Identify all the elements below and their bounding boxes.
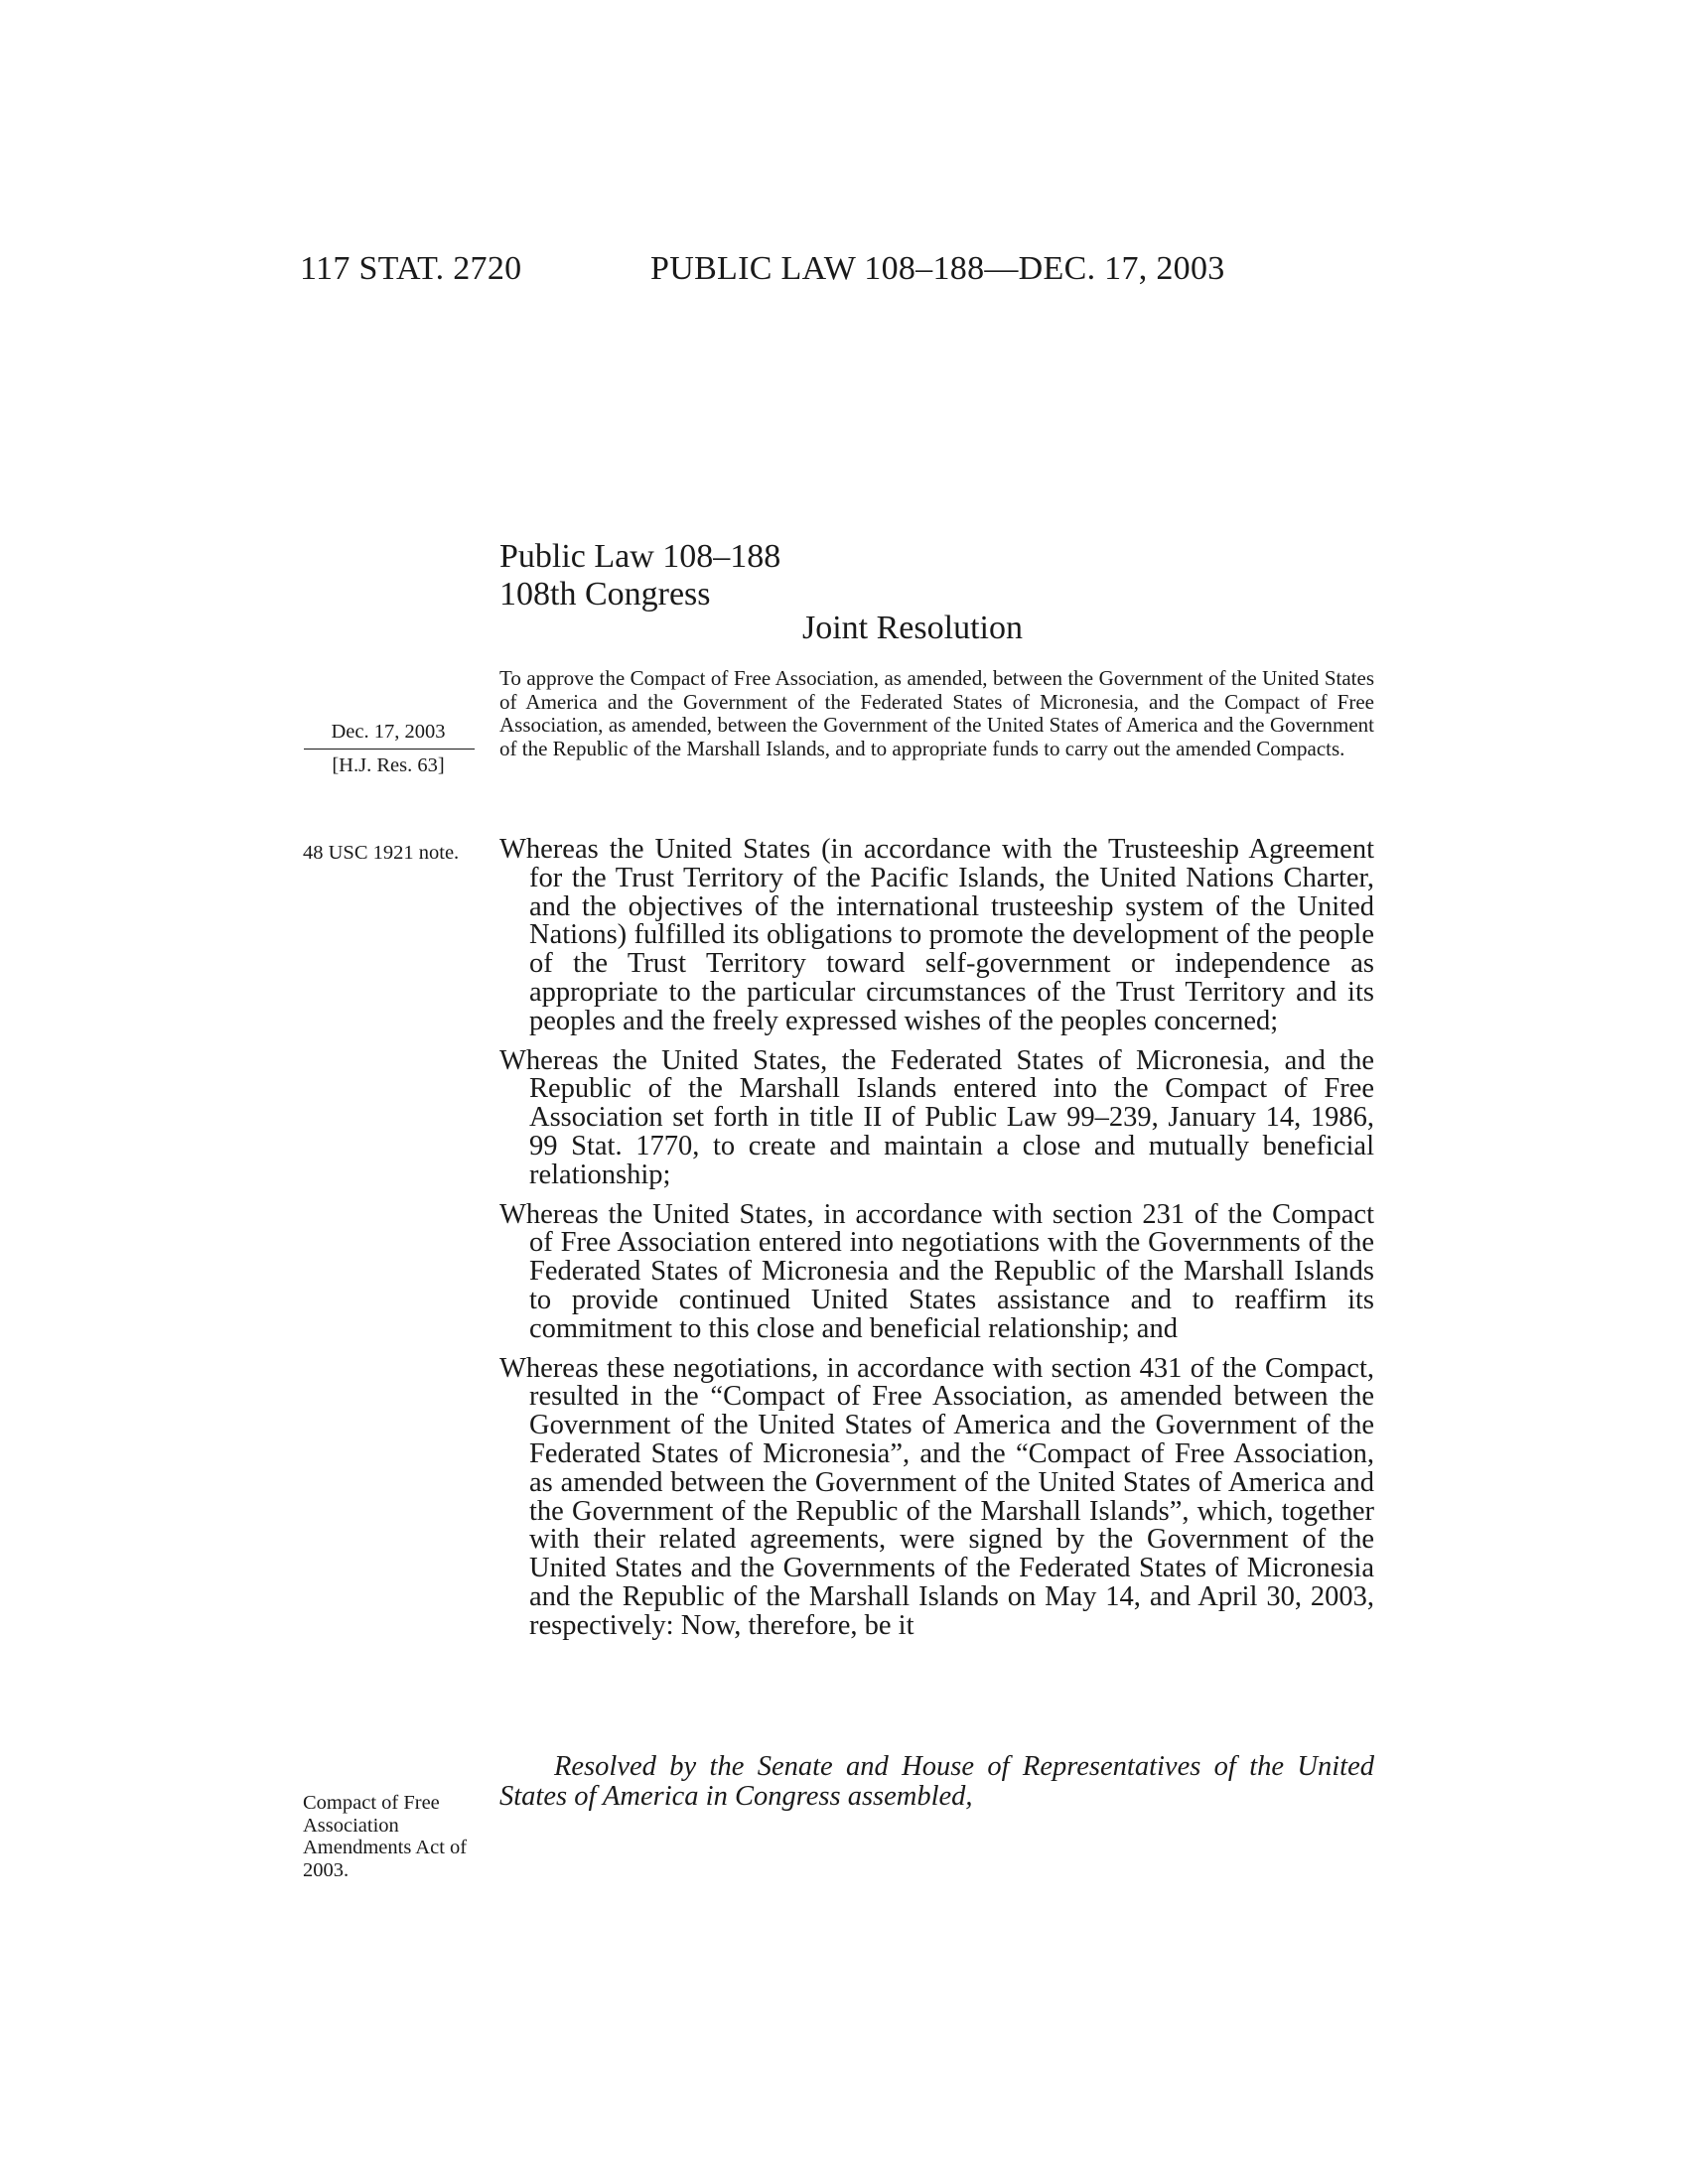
public-law-number: Public Law 108–188 [499, 538, 781, 575]
running-header-law-date: PUBLIC LAW 108–188—DEC. 17, 2003 [650, 250, 1225, 287]
congress-number: 108th Congress [499, 576, 711, 613]
whereas-clauses [499, 836, 1374, 1652]
whereas-clause: Whereas the United States, the Federated States of Micronesia, and the Republic of the Marshall Islands entered into the Compact of Free Association set forth in title II of Public Law 99–239, January 14, 1986, 99 Stat. 1770, to create and maintain a close and mutually beneficial relationship; [499, 1044, 1374, 1190]
whereas-clause: Whereas these negotiations, in accordance with section 431 of the Compact, resulted in the “Compact of Free Association, as amended between the Government of the United States of America and the Government of the Federated States of Micronesia”, and the “Compact of Free Association, as amended between the Government of the United States of America and the Government of the Republic of the Marshall Islands”, which, together with their related agreements, were signed by the Government of the United States and the Governments of the Federated States of Micronesia and the Republic of the Marshall Islands on May 14, and April 30, 2003, respectively: Now, therefore, be it [499, 1352, 1374, 1641]
whereas-clause: Whereas the United States, in accordance with section 231 of the Compact of Free Association entered into negotiations with the Governments of the Federated States of Micronesia and the Republic of the Marshall Islands to provide continued United States assistance and to reaffirm its commitment to this close and beneficial relationship; and [499, 1198, 1374, 1344]
margin-note-short-title: Compact of Free Association Amendments Act of 2003. [303, 1792, 468, 1881]
statute-citation: 117 STAT. 2720 [300, 250, 522, 287]
margin-note-divider [304, 749, 475, 750]
margin-note-bill-number: [H.J. Res. 63] [332, 754, 445, 776]
margin-note-usc-citation: 48 USC 1921 note. [303, 842, 460, 864]
margin-note-date: Dec. 17, 2003 [331, 721, 446, 743]
document-type-heading: Joint Resolution [802, 610, 1023, 646]
whereas-clause: Whereas the United States (in accordance with the Trusteeship Agreement for the Trust Territory of the Pacific Islands, the United Nations Charter, and the objectives of the international trusteeship system of the United Nations) fulfilled its obligations to promote the development of the people of the Trust Territory toward self-government or independence as appropriate to the particular circumstances of the Trust Territory and its peoples and the freely expressed wishes of the peoples concerned; [499, 834, 1374, 1036]
purpose-statement: To approve the Compact of Free Association, as amended, between the Government of the United States of America and the Government of the Federated States of Micronesia, and the Compact of Free Association, as amended, between the Government of the United States of America and the Government of the Republic of the Marshall Islands, and to appropriate funds to carry out the amended Compacts. [499, 666, 1374, 760]
resolving-clause: Resolved by the Senate and House of Representatives of the United States of America in Congress assembled, [499, 1751, 1374, 1812]
